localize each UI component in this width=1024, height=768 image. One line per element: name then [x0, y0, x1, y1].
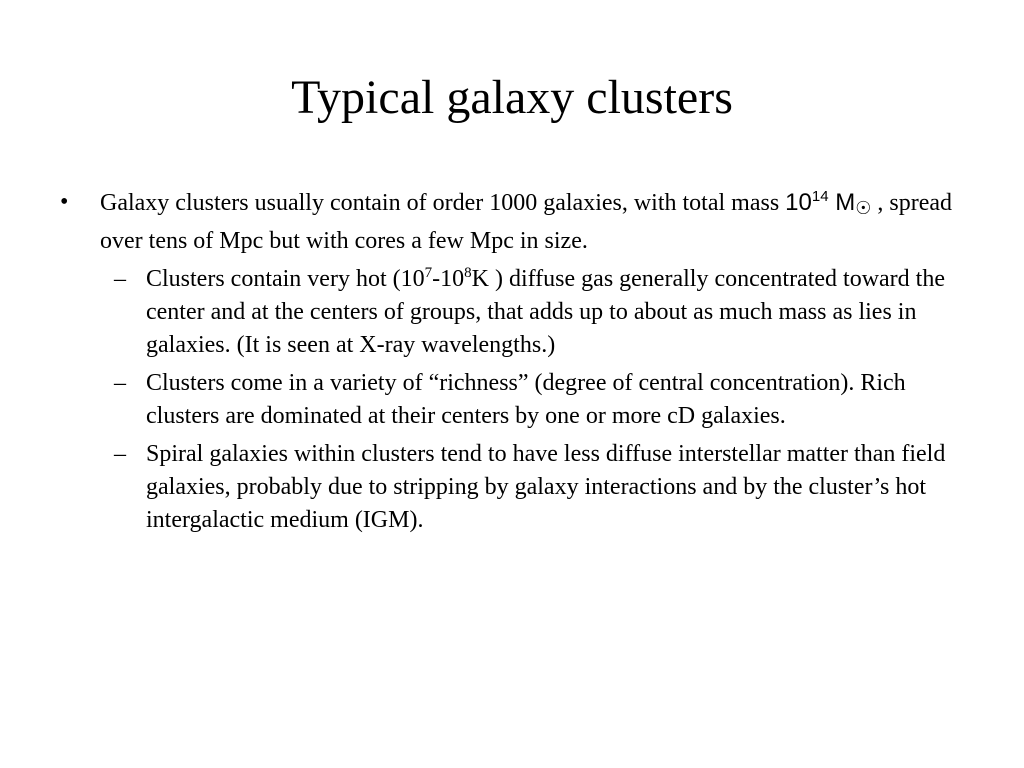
- subbullet-spiral-galaxies: [56, 438, 956, 537]
- bullet-galaxy-clusters: [56, 186, 956, 258]
- temperature-exponent-1: 7: [424, 265, 433, 281]
- mass-base: 10: [785, 189, 812, 216]
- subbullet-hot-gas-post: K ) diffuse gas generally concentrated toward the center and at the centers of groups, that adds up to about as much mass as lies in galaxies. (It is seen at X-ray wavelengths.): [146, 266, 945, 358]
- subbullet-richness-text: Clusters come in a variety of “richness” (degree of central concentration). Rich clusters are dominated at their centers by one or more cD galaxies.: [146, 370, 906, 429]
- bullet-text-before: Galaxy clusters usually contain of order 1000 galaxies, with total mass: [100, 190, 786, 216]
- subbullet-hot-gas-mid: -10: [432, 266, 465, 292]
- bullet-text-after: , spread over tens of Mpc but with cores a few Mpc in size.: [100, 190, 953, 254]
- slide-content: [56, 186, 956, 537]
- subbullet-spiral-galaxies-text: Spiral galaxies within clusters tend to have less diffuse interstellar matter than field galaxies, probably due to stripping by galaxy interactions and by the cluster’s hot intergalactic medium (IGM).: [146, 441, 946, 533]
- subbullet-marker: –: [114, 441, 126, 467]
- subbullet-hot-gas: [56, 263, 956, 362]
- solar-symbol-icon: ☉: [855, 198, 872, 218]
- mass-unit: M: [828, 189, 856, 216]
- subbullet-hot-gas-pre: Clusters contain very hot (10: [146, 266, 425, 292]
- bullet-marker: •: [60, 189, 69, 215]
- subbullet-marker: –: [114, 370, 126, 396]
- subbullet-richness: [56, 367, 956, 433]
- mass-exponent: 14: [811, 188, 829, 205]
- subbullet-marker: –: [114, 266, 126, 292]
- slide-title: Typical galaxy clusters: [291, 71, 733, 124]
- mass-value: [785, 189, 855, 216]
- temperature-exponent-2: 8: [464, 265, 472, 281]
